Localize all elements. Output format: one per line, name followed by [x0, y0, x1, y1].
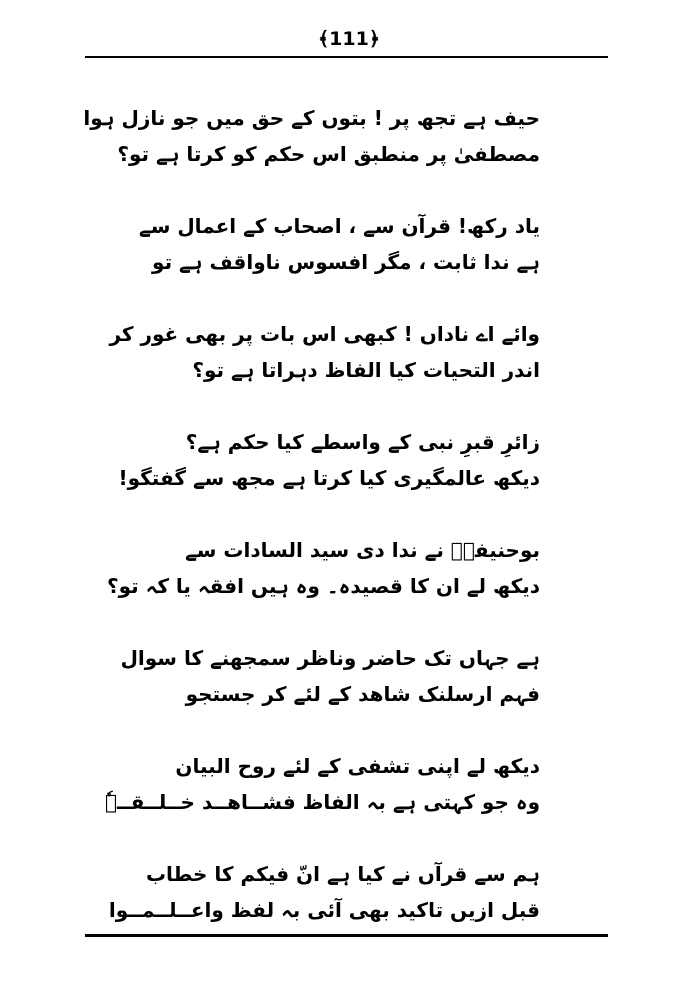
- verse-line: دیکھ عالمگیری کیا کرتا ہے مجھ سے گفتگو!: [118, 466, 540, 490]
- page-header: [0, 26, 698, 54]
- verse-line: بوحنیفہؒ نے ندا دی سید السادات سے: [185, 538, 540, 562]
- verse-line: زائرِ قبرِ نبی کے واسطے کیا حکم ہے؟: [185, 430, 540, 454]
- verse-line: مصطفیٰ پر منطبق اس حکم کو کرتا ہے تو؟: [117, 142, 540, 166]
- stanza-8: [108, 856, 540, 964]
- verse-line: دیکھ لے ان کا قصیدہ۔ وہ ہیں افقہ یا کہ تو؟: [107, 574, 540, 598]
- verse-line: وہ جو کہتی ہے بہ الفاظ فشــاھــد خــلــقــہٗ: [104, 790, 540, 814]
- verse-line: قبل ازیں تاکید بھی آئی بہ لفظ واعــلــمــوا: [108, 898, 540, 922]
- stanza-5: [107, 532, 540, 640]
- verse-line: ہم سے قرآں نے کیا ہے انّ فیکم کا خطاب: [145, 862, 540, 886]
- stanza-6: [120, 640, 540, 748]
- verse-line: فہم ارسلنک شاھد کے لئے کر جستجو: [185, 682, 540, 706]
- stanza-2: [138, 208, 540, 316]
- page-number: ﴾111﴿: [318, 28, 380, 50]
- verse-line: حیف ہے تجھ پر ! بتوں کے حق میں جو نازل ہوا: [83, 106, 540, 130]
- footer-rule: [85, 934, 608, 937]
- header-rule: [85, 56, 608, 58]
- verse-line: دیکھ لے اپنی تشفی کے لئے روح البیان: [175, 754, 540, 778]
- stanza-1: [83, 100, 540, 208]
- stanza-7: [104, 748, 540, 856]
- poem: [83, 100, 540, 964]
- stanza-4: [118, 424, 540, 532]
- verse-line: وائے اے ناداں ! کبھی اس بات پر بھی غور کر: [109, 322, 540, 346]
- verse-line: ہے جہاں تک حاضر وناظر سمجھنے کا سوال: [120, 646, 540, 670]
- stanza-3: [109, 316, 540, 424]
- verse-line: اندر التحیات کیا الفاظ دہراتا ہے تو؟: [192, 358, 540, 382]
- verse-line: یاد رکھ! قرآن سے ، اصحاب کے اعمال سے: [138, 214, 540, 238]
- verse-line: ہے ندا ثابت ، مگر افسوس ناواقف ہے تو: [152, 250, 540, 274]
